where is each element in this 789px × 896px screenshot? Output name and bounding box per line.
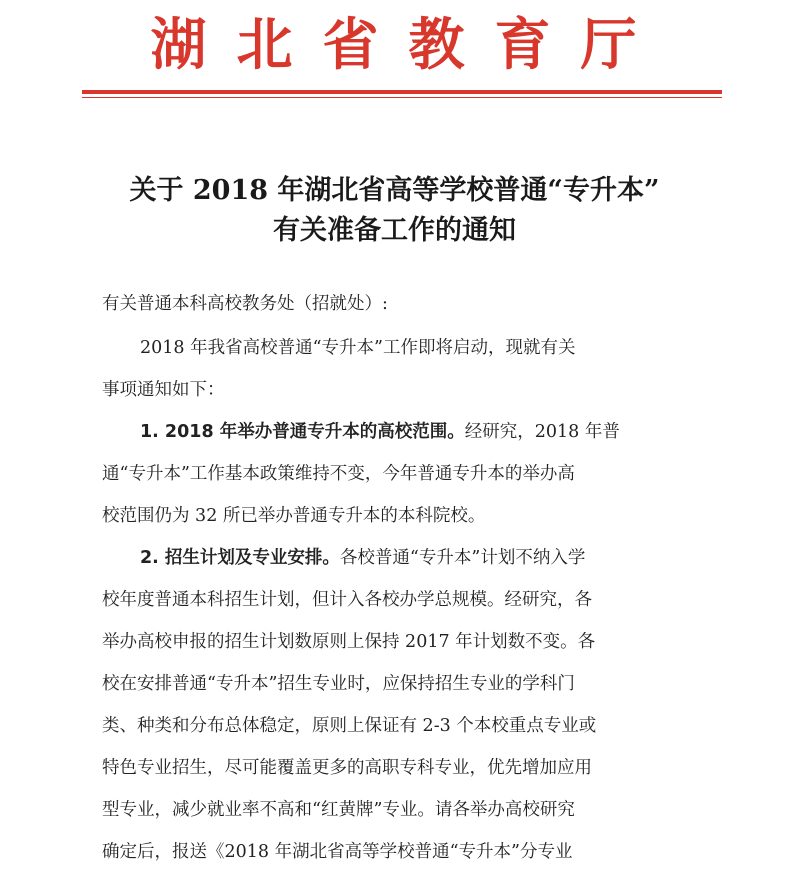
letterhead-rule-thin bbox=[82, 97, 722, 98]
section-2-line-1 bbox=[140, 544, 585, 569]
section-2-line-2: 校年度普通本科招生计划，但计入各校办学总规模。经研究，各 bbox=[102, 590, 592, 610]
section-2-line-6: 特色专业招生，尽可能覆盖更多的高职专科专业，优先增加应用 bbox=[102, 758, 592, 778]
letterhead-title: 湖北省教育厅 bbox=[150, 12, 667, 78]
section-1-line-1 bbox=[140, 418, 620, 443]
section-2-line-1-rest: 各校普通“专升本”计划不纳入学 bbox=[339, 548, 586, 568]
section-1-heading: 1. 2018 年举办普通专升本的高校范围。 bbox=[140, 422, 465, 442]
section-2-line-5: 类、种类和分布总体稳定，原则上保证有 2-3 个本校重点专业或 bbox=[102, 716, 597, 736]
section-2-heading: 2. 招生计划及专业安排。 bbox=[140, 548, 340, 568]
section-2-line-3: 举办高校申报的招生计划数原则上保持 2017 年计划数不变。各 bbox=[102, 632, 596, 652]
document-title-line-1: 关于 2018 年湖北省高等学校普通“专升本” bbox=[129, 175, 660, 206]
section-1-line-3: 校范围仍为 32 所已举办普通专升本的本科院校。 bbox=[102, 506, 486, 526]
intro-line-2: 事项通知如下： bbox=[102, 380, 225, 400]
section-2-line-7: 型专业，减少就业率不高和“红黄牌”专业。请各举办高校研究 bbox=[102, 800, 575, 820]
section-2-line-8: 确定后，报送《2018 年湖北省高等学校普通“专升本”分专业 bbox=[102, 842, 573, 862]
salutation: 有关普通本科高校教务处（招就处）: bbox=[102, 294, 388, 314]
section-2-line-4: 校在安排普通“专升本”招生专业时，应保持招生专业的学科门 bbox=[102, 674, 575, 694]
letterhead-rule-thick bbox=[82, 90, 722, 94]
section-1-line-2: 通“专升本”工作基本政策维持不变，今年普通专升本的举办高 bbox=[102, 464, 575, 484]
section-1-line-1-rest: 经研究，2018 年普 bbox=[464, 422, 620, 442]
document-title-line-2: 有关准备工作的通知 bbox=[273, 215, 516, 246]
intro-line-1: 2018 年我省高校普通“专升本”工作即将启动，现就有关 bbox=[140, 338, 576, 358]
